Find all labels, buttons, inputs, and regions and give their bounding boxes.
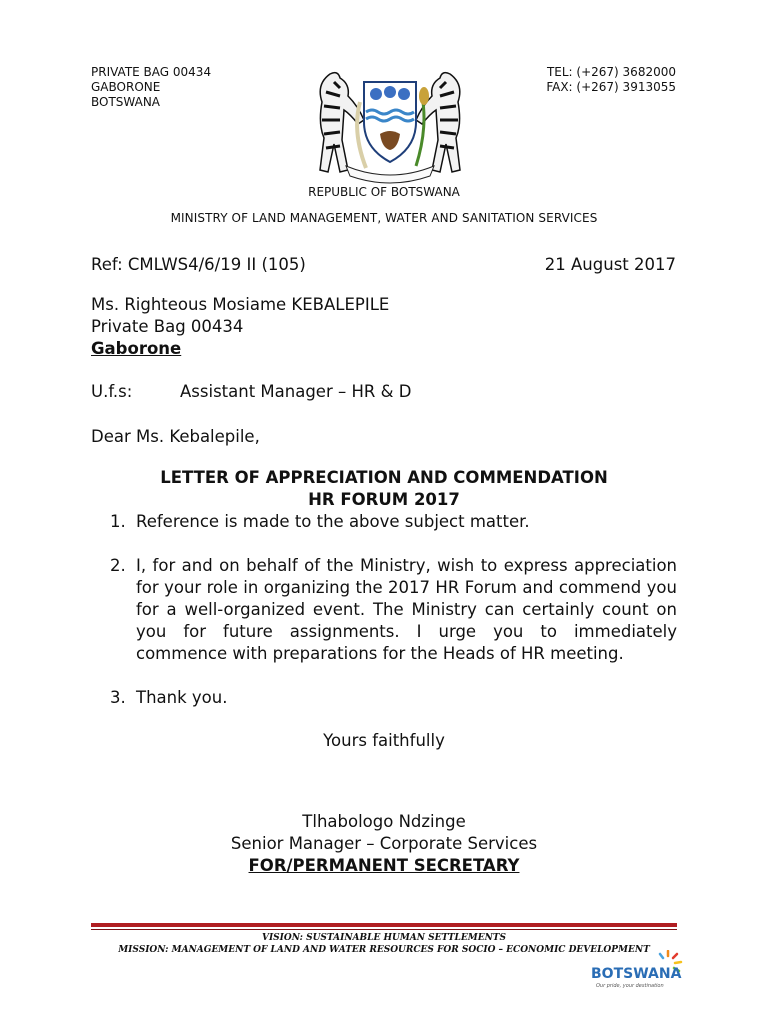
recipient-name: Ms. Righteous Mosiame KEBALEPILE: [91, 295, 390, 314]
letter-date: 21 August 2017: [544, 255, 676, 274]
footer-divider: [91, 923, 677, 927]
ministry-name: MINISTRY OF LAND MANAGEMENT, WATER AND SANITATION SERVICES: [170, 211, 598, 225]
letter-title: [0, 467, 768, 511]
vision-statement: VISION: SUSTAINABLE HUMAN SETTLEMENTS: [261, 933, 506, 943]
list-item: [110, 555, 677, 665]
reference-number: Ref: CMLWS4/6/19 II (105): [91, 255, 306, 274]
fax: FAX: (+267) 3913055: [546, 80, 676, 94]
signature-block: [0, 811, 768, 877]
footer-divider-thin: [91, 929, 677, 930]
address-line: GABORONE: [91, 80, 161, 94]
coat-of-arms-icon: [300, 62, 480, 184]
item-number: 3.: [110, 688, 126, 707]
recipient-address: Private Bag 00434: [91, 317, 244, 336]
brand-tagline: Our pride, your destination: [596, 983, 664, 989]
item-text: Thank you.: [136, 688, 228, 707]
title-line: HR FORUM 2017: [308, 490, 460, 509]
item-text: Reference is made to the above subject matter.: [136, 512, 530, 531]
signatory-title: Senior Manager – Corporate Services: [230, 834, 538, 853]
signatory-for: FOR/PERMANENT SECRETARY: [248, 856, 520, 875]
mission-statement: MISSION: MANAGEMENT OF LAND AND WATER RESOURCES FOR SOCIO – ECONOMIC DEVELOPMENT: [118, 945, 650, 955]
closing: Yours faithfully: [323, 731, 445, 750]
recipient-city: Gaborone: [91, 339, 182, 358]
list-item: [110, 687, 677, 709]
address-line: PRIVATE BAG 00434: [91, 65, 212, 79]
botswana-brand-logo-icon: [588, 950, 683, 994]
signatory-name: Tlhabologo Ndzinge: [302, 812, 466, 831]
item-text: I, for and on behalf of the Ministry, wish to express appreciation for your role in organizing the 2017 HR Forum and commend you for a well-organized event. The Ministry can certainly count on you for future assignments. I urge you to immediately commence with preparations for the Heads of HR meeting.: [136, 556, 677, 663]
sender-address: [91, 65, 211, 110]
sender-contact: [546, 65, 676, 95]
brand-logo-text: BOTSWANA: [591, 966, 682, 982]
ufs-label: U.f.s:: [91, 382, 133, 401]
salutation: Dear Ms. Kebalepile,: [91, 427, 260, 446]
list-item: [110, 511, 677, 533]
title-line: LETTER OF APPRECIATION AND COMMENDATION: [160, 468, 608, 487]
ufs-line: [91, 381, 411, 403]
recipient-block: [91, 294, 389, 360]
item-number: 1.: [110, 512, 126, 531]
item-number: 2.: [110, 556, 126, 575]
ufs-value: Assistant Manager – HR & D: [180, 382, 412, 401]
telephone: TEL: (+267) 3682000: [546, 65, 676, 79]
republic-name: REPUBLIC OF BOTSWANA: [308, 185, 460, 199]
paragraph-list: [110, 511, 677, 709]
address-line: BOTSWANA: [91, 95, 161, 109]
